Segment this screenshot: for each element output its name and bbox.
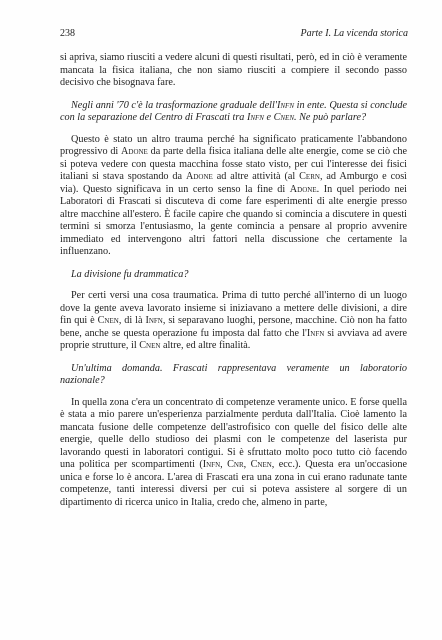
paragraph-text: altre, ed altre finalità. (160, 340, 251, 351)
name-adone: Adone (289, 183, 317, 195)
acronym-infn: Infn (202, 459, 221, 470)
answer-paragraph-1 (60, 134, 407, 259)
question-text: in ente. Questa si conclude con la separazione del Centro di Frascati tra (60, 99, 407, 123)
page-number: 238 (60, 28, 75, 39)
paragraph-text: , ad Amburgo e così via). Questo significava in un certo senso la fine di (60, 171, 408, 195)
paragraph-text: si apriva, siamo riusciti a vedere alcuni di questi risultati, però, ed in ciò è veramente mancata la fisica italiana, che non siamo riusciti a compiere il secondo passo decisivo che bisognava fare. (60, 52, 407, 88)
running-head: Parte I. La vicenda storica (300, 28, 408, 39)
acronym-cnen: Cnen (97, 315, 119, 326)
page-header (60, 27, 408, 41)
acronym-infn: Infn (306, 327, 325, 339)
acronym-infn: Infn (145, 315, 163, 326)
name-adone: Adone (185, 171, 213, 182)
interview-question-3 (60, 363, 407, 388)
question-text: La divisione fu drammatica? (71, 268, 189, 280)
acronym-cnen: Cnen (273, 112, 295, 123)
paragraph-text: , ecc.). Questa era un'occasione unica e forse lo è ancora. L'area di Frascati era una zona in cui erano radunate tante competenze, tanti interessi diversi per cui si poteva assistere al sorgere di un dipartimento di ricerca unico in Italia, credo che, almeno in parte, (60, 459, 407, 508)
acronym-cnr: Cnr (227, 459, 244, 470)
question-text: Negli anni '70 c'è la trasformazione graduale dell' (71, 99, 277, 111)
paragraph-text: Per certi versi una cosa traumatica. Prima di tutto perché all'interno di un luogo dove la gente aveva lavorato insieme si iniziavano a mettere delle divisioni, a dire fin qui è (60, 290, 407, 326)
interview-question-1 (60, 100, 407, 125)
acronym-infn: Infn (277, 99, 295, 111)
paragraph-text: da parte della fisica italiana delle alte energie, come se ciò che si poteva vedere con questa macchina fosse stato visto, per cui l'interesse dei fisici italiani si stava spostando da (60, 146, 407, 182)
acronym-cnen: Cnen (139, 340, 161, 351)
question-text: e (263, 112, 274, 123)
paragraph-text: ad altre attività (al (212, 171, 300, 182)
paragraph-text: , di là (118, 315, 146, 326)
paragraph-text: Questo è stato un altro trauma perché ha significato praticamente l'abbandono progressivo di (60, 133, 407, 157)
paragraph-text: si avviava ad avere proprie strutture, il (60, 327, 408, 351)
name-adone: Adone (121, 146, 148, 157)
question-text: Un'ultima domanda. Frascati rappresentava veramente un laboratorio nazionale? (60, 362, 407, 386)
answer-paragraph-2 (60, 290, 407, 353)
paragraph-text: , si separavano luoghi, persone, macchine. Ciò non ha fatto bene, anche se questa operazione fu imposta dal fatto che l' (60, 315, 408, 339)
acronym-cern: Cern (299, 171, 320, 182)
interview-question-2 (60, 269, 407, 282)
paragraph-text: . In quel periodo nei Laboratori di Frascati si discuteva di come fare esperimenti di alte energie presso altre macchine all'estero. È facile capire che quando si comincia a discutere in questi termini si smorza l'entusiasmo, la gente comincia a pensare al proprio avvenire immediato ed intervengono altri fattori nella discussione che certamente la influenzano. (60, 183, 407, 257)
body-text (60, 52, 407, 509)
answer-paragraph-3 (60, 397, 407, 510)
paragraph-text: In quella zona c'era un concentrato di competenze veramente unico. E forse quella è stata a mio parere un'esperienza parzialmente perduta dall'Italia. Cioè lamento la mancata fusione delle competenze dell'astrofisico con quelle del fisico delle alte energie, quelle dello studioso dei plasmi con le competenze del laserista pur lavorando questi in laboratori contigui. Si è sfruttato molto poco tutto ciò facendo una politica per scompartimenti ( (60, 396, 407, 470)
acronym-cnen: Cnen (250, 459, 272, 470)
paragraph-text: , (243, 459, 251, 470)
question-text: . Ne può parlare? (294, 112, 367, 123)
paragraph-text: , (220, 459, 228, 470)
acronym-infn: Infn (246, 112, 264, 123)
paragraph-continued (60, 52, 407, 90)
